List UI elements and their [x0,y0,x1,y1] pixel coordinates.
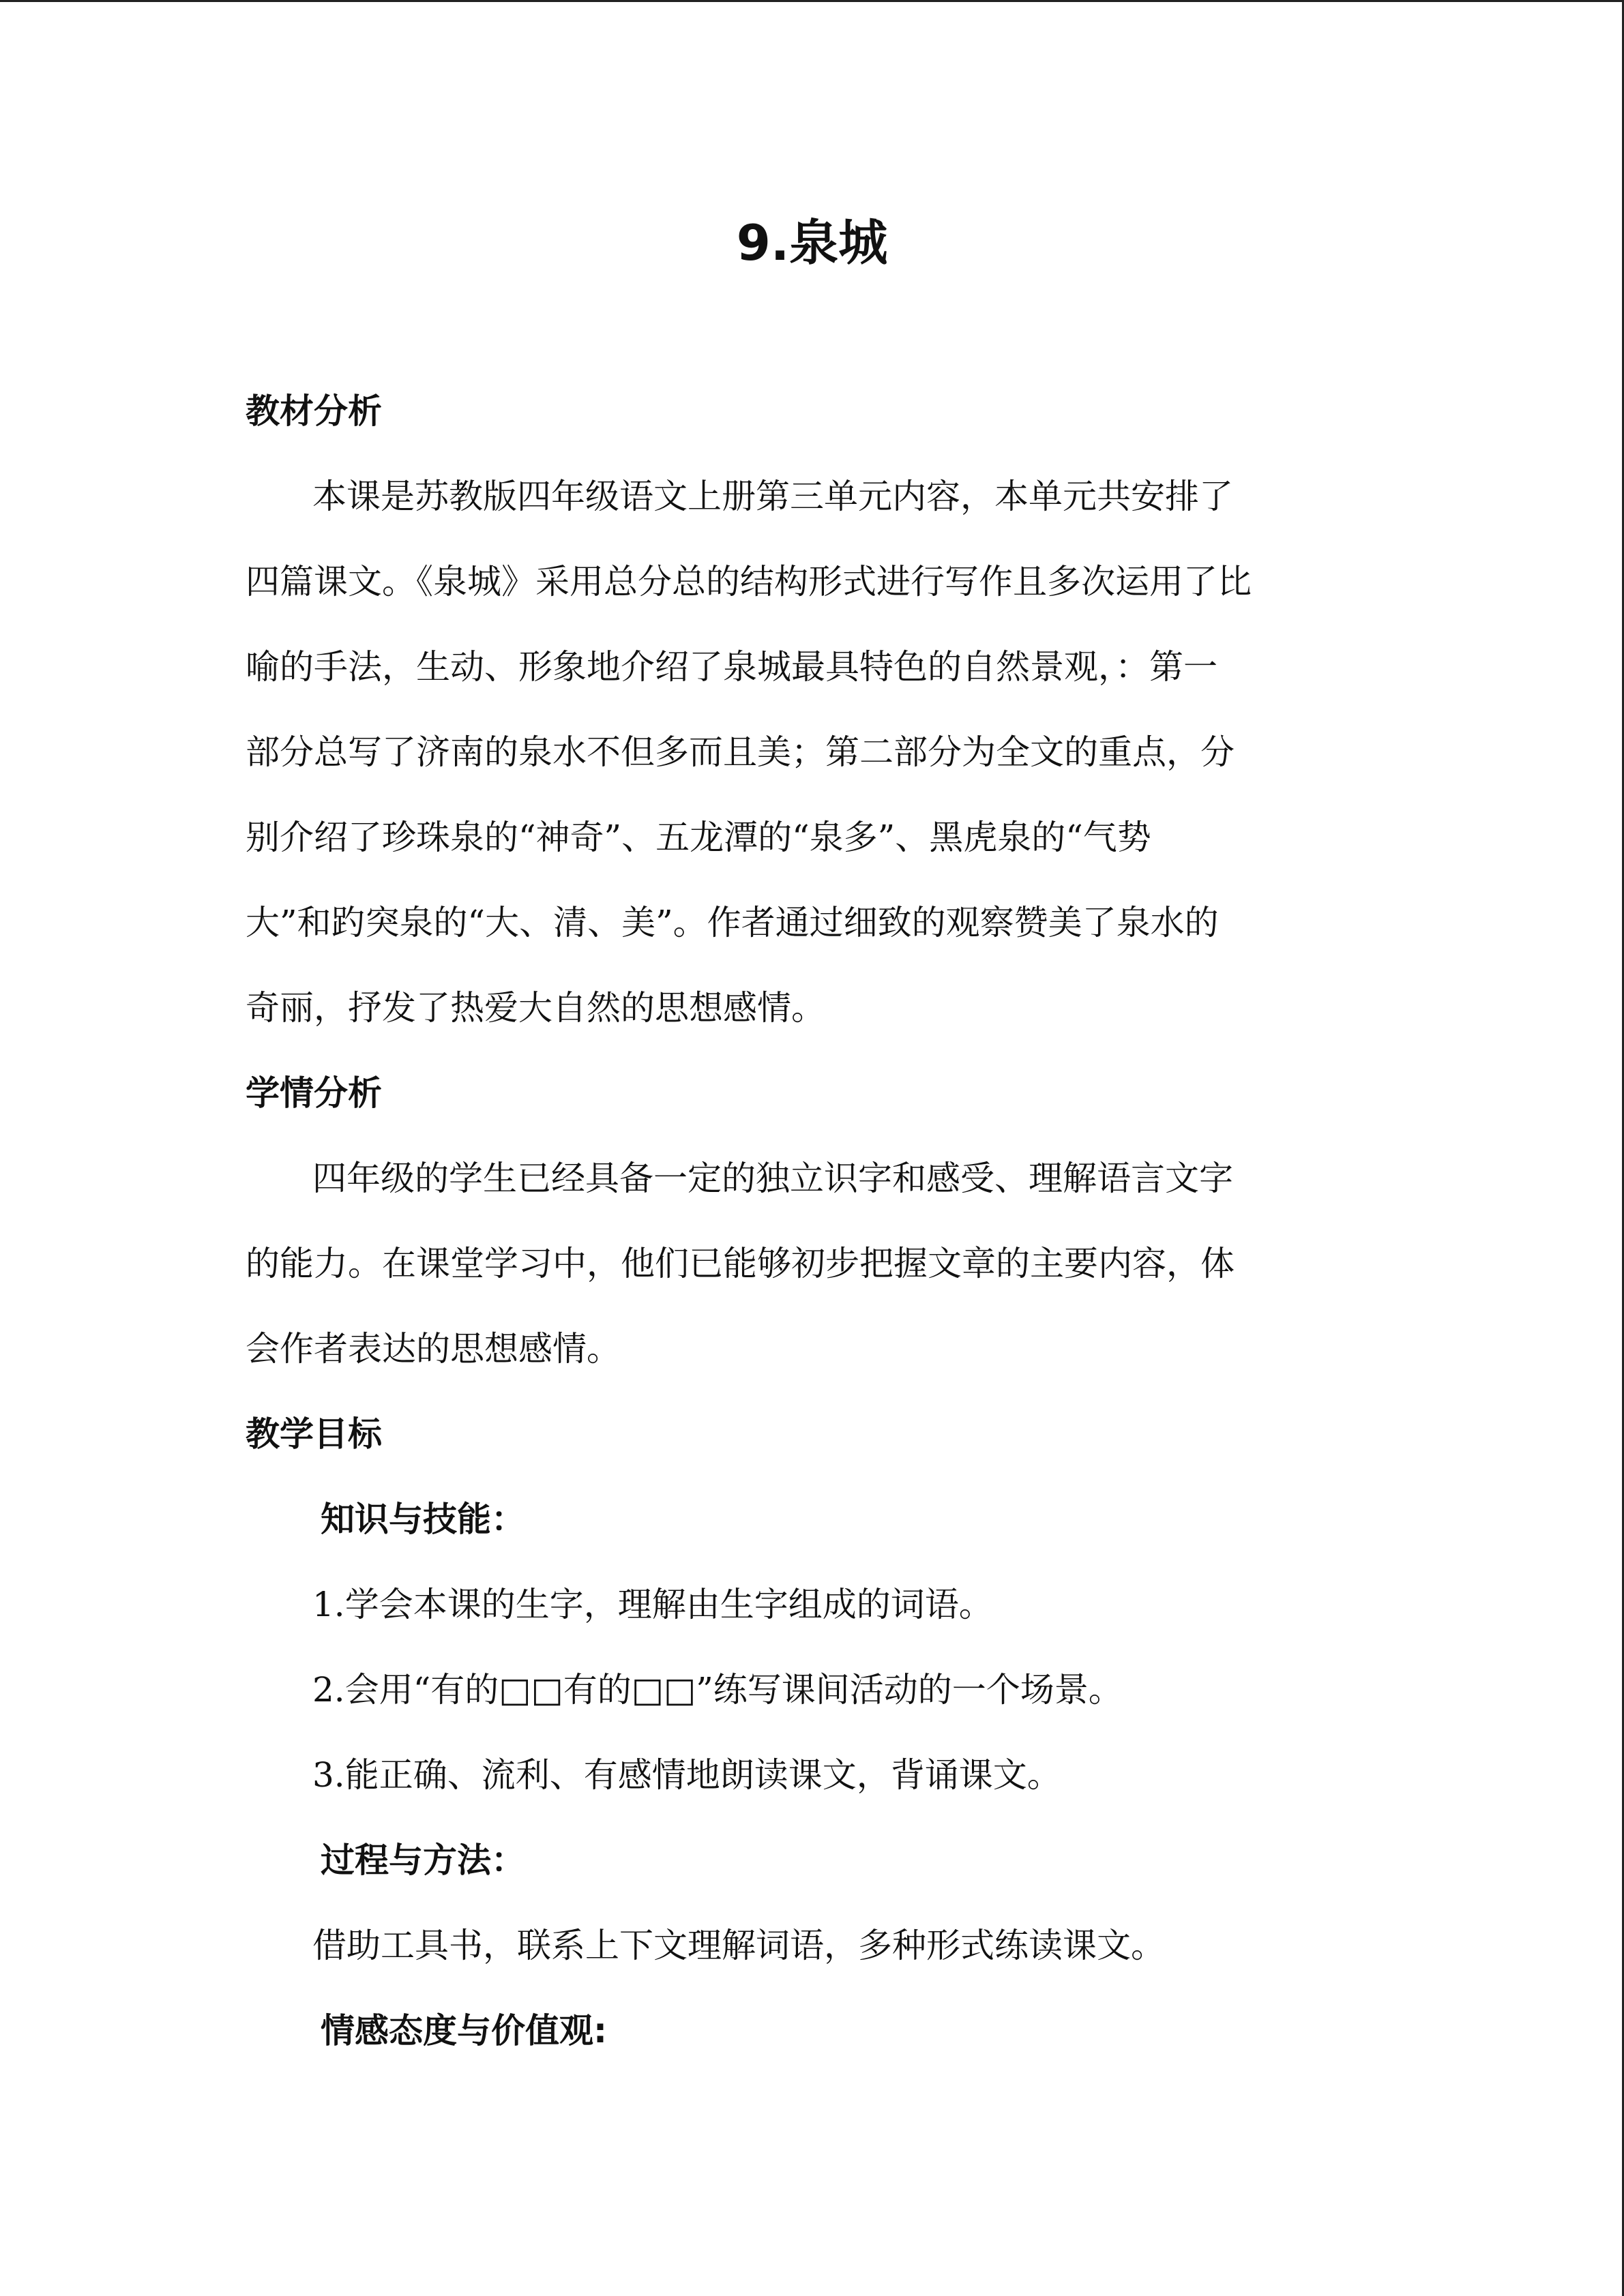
paragraph-line: 的能力。在课堂学习中，他们已能够初步把握文章的主要内容，体 [246,1244,1235,1283]
paragraph-line: 大”和趵突泉的“大、清、美”。作者通过细致的观察赞美了泉水的 [246,903,1219,942]
list-item: 1.学会本课的生字，理解由生字组成的词语。 [312,1585,993,1624]
paragraph-line: 部分总写了济南的泉水不但多而且美；第二部分为全文的重点，分 [246,732,1235,772]
paragraph-line: 奇丽，抒发了热爱大自然的思想感情。 [246,988,825,1028]
section-heading-students: 学情分析 [246,1073,382,1113]
section-heading-analysis: 教材分析 [246,391,382,431]
paragraph-line: 别介绍了珍珠泉的“神奇”、五龙潭的“泉多”、黑虎泉的“气势 [246,818,1151,857]
paragraph-line: 会作者表达的思想感情。 [246,1329,621,1369]
paragraph-line: 喻的手法，生动、形象地介绍了泉城最具特色的自然景观，：第一 [246,647,1217,687]
page-title: 9.泉城 [736,214,888,271]
list-item: 2.会用“有的□□有的□□”练写课间活动的一个场景。 [312,1670,1123,1710]
paragraph-line: 四篇课文。《泉城》采用总分总的结构形式进行写作且多次运用了比 [246,562,1252,601]
paragraph-line: 本课是苏教版四年级语文上册第三单元内容，本单元共安排了 [312,477,1233,516]
list-item: 3.能正确、流利、有感情地朗读课文，背诵课文。 [312,1755,1061,1795]
subheading-knowledge: 知识与技能： [321,1500,525,1539]
subheading-emotion: 情感态度与价值观: [321,2011,607,2051]
section-heading-goals: 教学目标 [246,1414,382,1454]
paragraph-line: 四年级的学生已经具备一定的独立识字和感受、理解语言文字 [312,1159,1233,1198]
subheading-process: 过程与方法： [321,1840,525,1880]
process-text: 借助工具书，联系上下文理解词语，多种形式练读课文。 [312,1926,1165,1965]
